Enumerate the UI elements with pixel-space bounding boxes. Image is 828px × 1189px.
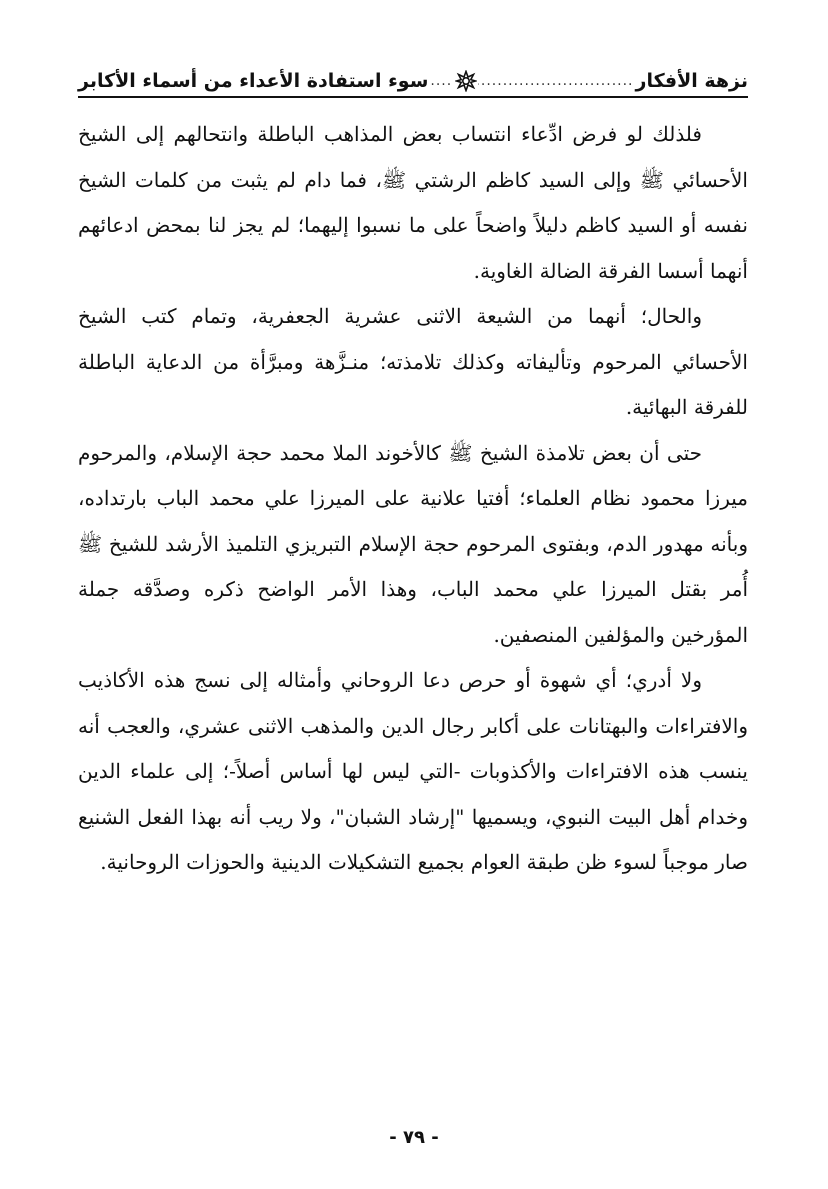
book-title: نزهة الأفكار: [635, 70, 748, 92]
paragraph: والحال؛ أنهما من الشيعة الاثنى عشرية الجعفرية، وتمام كتب الشيخ الأحسائي المرحوم وتأليفاته وكذلك تلامذته؛ منـزَّهة ومبرَّأة من الدعاية الباطلة للفرقة البهائية.: [78, 304, 748, 419]
leader-dots: [478, 70, 635, 92]
page-number: - ٧٩ -: [389, 1127, 439, 1148]
paragraph: فلذلك لو فرض ادِّعاء انتساب بعض المذاهب الباطلة وانتحالهم إلى الشيخ الأحسائي ﷺ وإلى السيد كاظم الرشتي ﷺ، فما دام لم يثبت من كلمات الشيخ نفسه أو السيد كاظم دليلاً واضحاً على ما نسبوا إليهما؛ لم يجز لنا بمحض ادعائهم أنهما أسسا الفرقة الضالة الغاوية.: [78, 122, 748, 283]
paragraph: حتى أن بعض تلامذة الشيخ ﷺ كالأخوند الملا محمد حجة الإسلام، والمرحوم ميرزا محمود نظام العلماء؛ أفتيا علانية على الميرزا علي محمد الباب بارتداده، وبأنه مهدور الدم، وبفتوى المرحوم حجة الإسلام التبريزي التلميذ الأرشد للشيخ ﷺ أُمر بقتل الميرزا علي محمد الباب، وهذا الأمر الواضح ذكره وصدَّقه جملة المؤرخين والمؤلفين المنصفين.: [78, 440, 748, 647]
paragraph: ولا أدري؛ أي شهوة أو حرص دعا الروحاني وأمثاله إلى نسج هذه الأكاذيب والافتراءات والبهتانات على أكابر رجال الدين والمذهب الاثنى عشري، والعجب أنه ينسب هذه الافتراءات والأكذوبات -التي ليس لها أساس أصلاً-؛ إلى علماء الدين وخدام أهل البيت النبوي، ويسميها "إرشاد الشبان"، ولا ريب أنه بهذا الفعل الشنيع صار موجباً لسوء ظن طبقة العوام بجميع التشكيلات الدينية والحوزات الروحانية.: [78, 668, 748, 874]
chapter-title: سوء استفادة الأعداء من أسماء الأكابر: [78, 70, 429, 92]
body-text: [78, 112, 748, 886]
running-header: [78, 58, 748, 92]
leader-dots-short: ....: [430, 73, 453, 89]
header-rule: [78, 96, 748, 98]
star-flower-icon: [455, 70, 477, 92]
